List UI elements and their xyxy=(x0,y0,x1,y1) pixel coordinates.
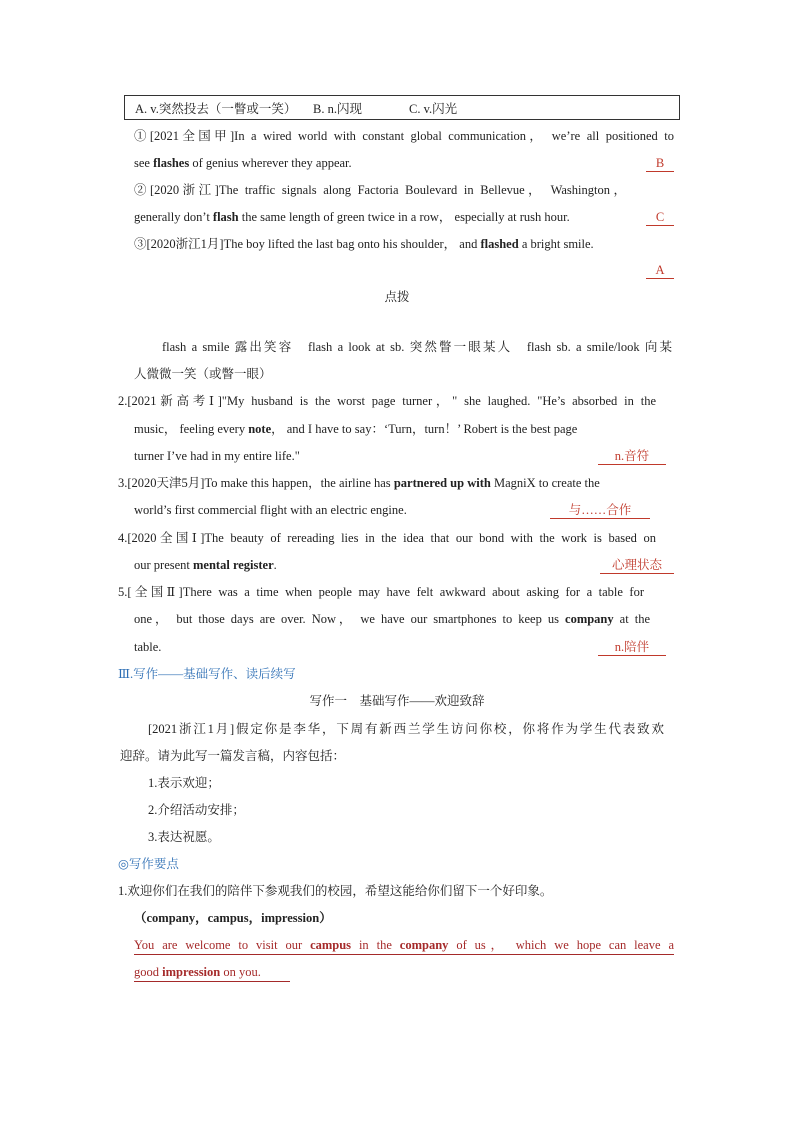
option-b: B. n.闪现 xyxy=(313,102,362,116)
q5-line3: table. xyxy=(134,640,162,654)
q2-line1: 2.[2021新高考Ⅰ]"My husband is the worst page turner，" she laughed. "He’s absorbed in the xyxy=(118,394,656,408)
option-c: C. v.闪光 xyxy=(409,102,458,116)
prompt-item-2: 2.介绍活动安排； xyxy=(148,803,245,817)
point1-words: （company，campus，impression） xyxy=(134,911,332,925)
q2-line3: turner I’ve had in my entire life." xyxy=(134,449,300,463)
hint-title: 点拨 xyxy=(384,290,410,304)
q3-line2: world’s first commercial flight with an electric engine. xyxy=(134,503,407,517)
point1-answer-line1: You are welcome to visit our campus in the company of us， which we hope can leave a xyxy=(134,936,674,955)
q4-answer: 心理状态 xyxy=(600,557,674,574)
section3-heading: Ⅲ.写作——基础写作、读后续写 xyxy=(118,667,296,681)
q3-answer: 与……合作 xyxy=(550,502,650,519)
q1-s1-line1: ①[2021全国甲]In a wired world with constant global communication， we’re all positioned to xyxy=(134,129,674,143)
q1-s3-answer: A xyxy=(646,262,674,279)
point1-answer-line2: good impression on you. xyxy=(134,963,290,982)
hint-line2: 人微微一笑（或瞥一眼） xyxy=(134,367,272,381)
q4-line2: our present mental register. xyxy=(134,558,277,572)
q5-line1: 5.[全国Ⅱ]There was a time when people may have felt awkward about asking for a table for xyxy=(118,585,644,599)
q3-line1: 3.[2020天津5月]To make this happen，the airline has partnered up with MagniX to create the xyxy=(118,476,600,490)
option-box xyxy=(124,95,680,120)
q4-line1: 4.[2020全国Ⅰ]The beauty of rereading lies in the idea that our bond with the work is based on xyxy=(118,531,656,545)
q1-s2-line2: generally don’t flash the same length of green twice in a row， especially at rush hour. xyxy=(134,210,570,224)
prompt-item-3: 3.表达祝愿。 xyxy=(148,830,220,844)
hint-line1: flash a smile 露出笑容 flash a look at sb. 突然瞥一眼某人 flash sb. a smile/look 向某 xyxy=(162,340,672,354)
q2-answer: n.音符 xyxy=(598,448,666,465)
points-heading: ◎写作要点 xyxy=(118,857,179,871)
point1-text: 1.欢迎你们在我们的陪伴下参观我们的校园，希望这能给你们留下一个好印象。 xyxy=(118,884,553,898)
q1-s2-line1: ②[2020浙江]The traffic signals along Factoria Boulevard in Bellevue， Washington， xyxy=(134,183,626,197)
q1-s3-line1: ③[2020浙江1月]The boy lifted the last bag onto his shoulder， and flashed a bright smile. xyxy=(134,237,594,251)
section3-subheading: 写作一 基础写作——欢迎致辞 xyxy=(309,694,485,708)
prompt-item-1: 1.表示欢迎； xyxy=(148,776,220,790)
option-a: A. v.突然投去（一瞥或一笑） xyxy=(135,102,297,116)
prompt-line1: [2021浙江1月]假定你是李华，下周有新西兰学生访问你校，你将作为学生代表致欢 xyxy=(148,722,664,736)
q5-answer: n.陪伴 xyxy=(598,639,666,656)
q2-line2: music， feeling every note， and I have to say：‘Turn，turn！’ Robert is the best page xyxy=(134,422,578,436)
q1-s1-answer: B xyxy=(646,155,674,172)
q1-s2-answer: C xyxy=(646,209,674,226)
q1-s1-line2: see flashes of genius wherever they appear. xyxy=(134,156,352,170)
q5-line2: one， but those days are over. Now， we have our smartphones to keep us company at the xyxy=(134,612,650,626)
prompt-line2: 迎辞。请为此写一篇发言稿，内容包括： xyxy=(120,749,346,763)
